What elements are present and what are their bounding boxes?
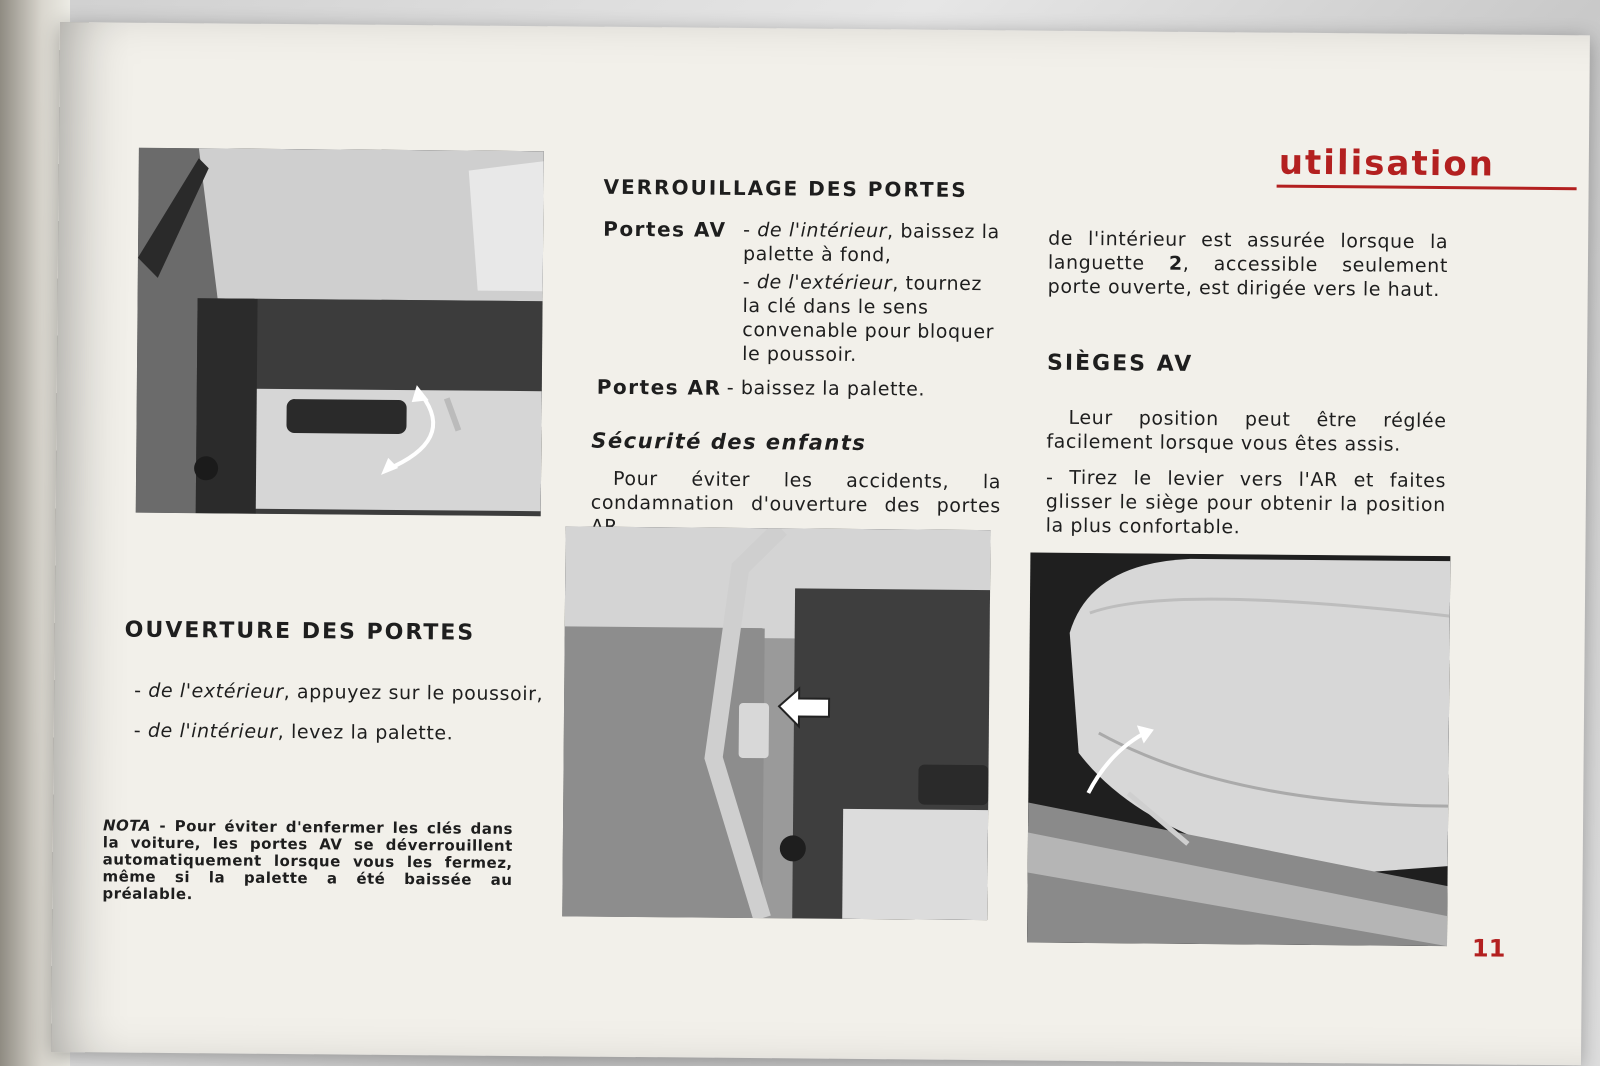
ouverture-title: OUVERTURE DES PORTES [124, 617, 476, 646]
portes-ar-block [597, 375, 1007, 403]
photo-child-lock [562, 526, 990, 920]
nota-block: NOTA - Pour éviter d'enfermer les clés dans la voiture, les portes AV se déverrouillent automatiquement lorsque vous les fermez, même si la palette a été baissée au préalable. [102, 816, 514, 904]
nota-text: Pour éviter d'enfermer les clés dans la voiture, les portes AV se déverrouillent automatiquement lorsque vous les fermez, même si la palette a été baissée au préalable. [102, 817, 514, 904]
portes-ar-label: Portes AR [596, 374, 722, 400]
child-lock-illustration [562, 526, 990, 920]
section-tag: utilisation [1278, 142, 1496, 185]
seat-illustration [1027, 552, 1450, 946]
portes-av-label: Portes AV [603, 216, 727, 242]
page-number: 11 [1471, 934, 1506, 963]
portes-av-item-1: - de l'intérieur, baissez la palette à fond, [742, 218, 1000, 267]
verrouillage-title: VERROUILLAGE DES PORTES [603, 174, 968, 202]
section-rule [1277, 185, 1577, 191]
sieges-section [1046, 351, 1448, 541]
nota-label: NOTA [102, 816, 152, 835]
securite-section [591, 429, 1002, 543]
photo-door-handle [136, 148, 544, 517]
sieges-para: Leur position peut être réglée facilement lorsque vous êtes assis. [1046, 406, 1447, 456]
sieges-item: - Tirez le levier vers l'AR et faites glisser le siège pour obtenir la position la plus confortable. [1045, 466, 1447, 539]
securite-continuation [1048, 227, 1449, 302]
sieges-title: SIÈGES AV [1046, 350, 1194, 377]
securite-para-1: Pour éviter les accidents, la condamnation d'ouverture des portes [590, 467, 1002, 518]
securite-para-2: de l'intérieur est assurée lorsque la languette 2, accessible seulement porte ouverte, est dirigée vers le haut. [1047, 227, 1449, 302]
ouverture-item-2: - de l'intérieur, levez la palette. [133, 719, 454, 745]
manual-page [51, 22, 1590, 1065]
ouverture-item-1: - de l'extérieur, appuyez sur le poussoir, [134, 679, 544, 706]
ouverture-section [124, 618, 545, 747]
securite-title: Sécurité des enfants [591, 428, 867, 456]
photo-seat [1027, 552, 1450, 946]
door-handle-illustration [136, 148, 544, 517]
verrouillage-section [603, 175, 1023, 203]
portes-av-block [602, 217, 1003, 368]
portes-av-item-2: - de l'extérieur, tournez la clé dans le sens convenable pour bloquer le poussoir. [742, 270, 995, 366]
portes-ar-text: - baissez la palette. [726, 376, 926, 401]
